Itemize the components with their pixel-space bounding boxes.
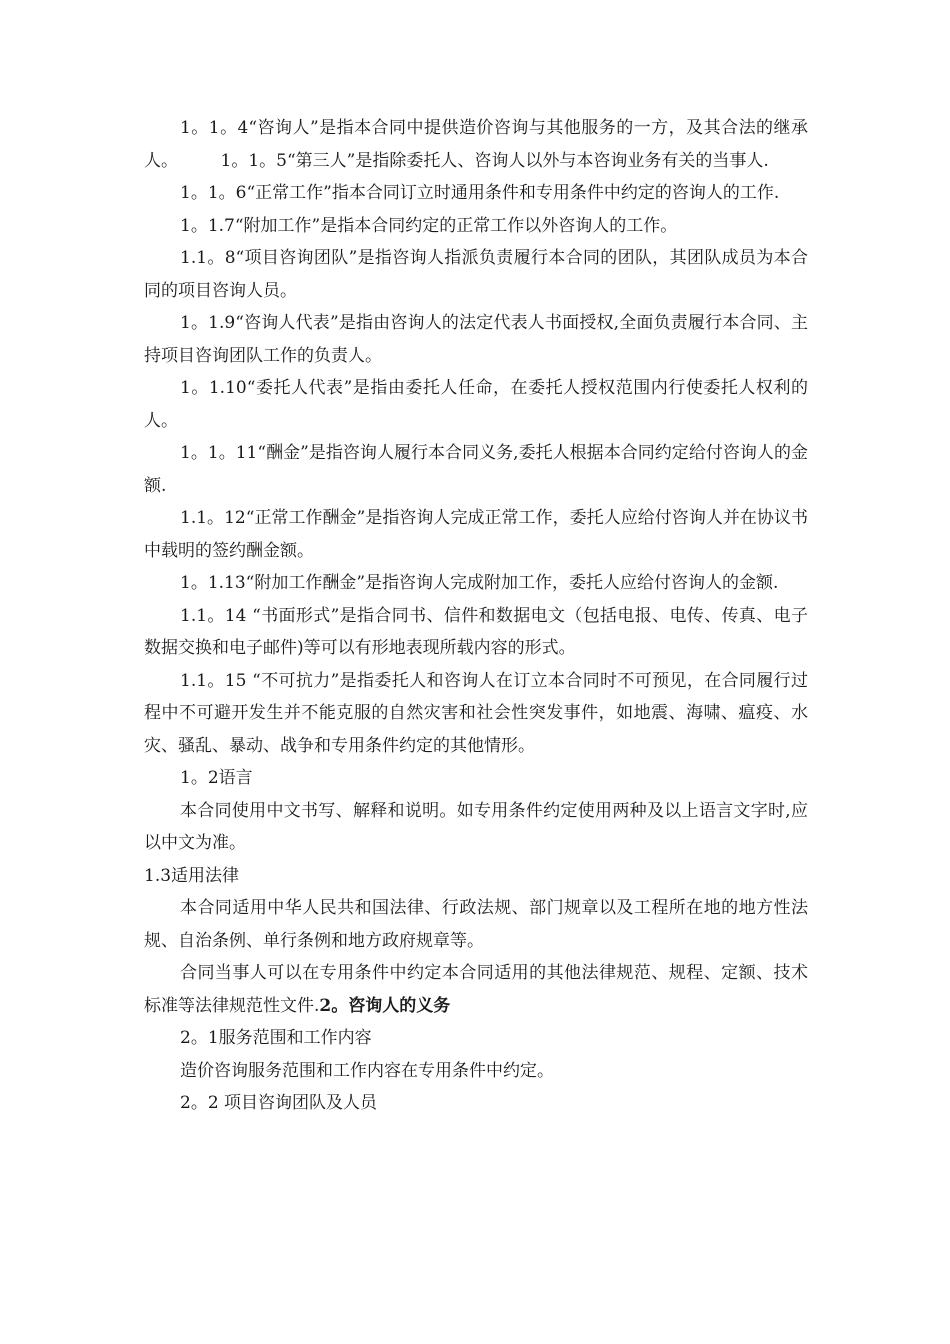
clause-1-2-body: 本合同使用中文书写、解释和说明。如专用条件约定使用两种及以上语言文字时,应以中文为准。 — [144, 800, 808, 853]
section-heading-1-2: 1。2语言 — [180, 768, 253, 788]
clause-1-3-body-2 — [144, 957, 808, 1022]
document-body — [144, 112, 808, 1120]
clause-1-1-12: 1.1。12“正常工作酬金”是指咨询人完成正常工作，委托人应给付咨询人并在协议书中载明的签约酬金额。 — [144, 508, 808, 561]
clause-1-1-4: 1。1。4“咨询人”是指本合同中提供造价咨询与其他服务的一方，及其合法的继承人。 1。1。5“第三人”是指除委托人、咨询人以外与本咨询业务有关的当事人. — [144, 118, 808, 171]
clause-1-1-15: 1.1。15 “不可抗力”是指委托人和咨询人在订立本合同时不可预见，在合同履行过程中不可避开发生并不能克服的自然灾害和社会性突发事件，如地震、海啸、瘟疫、水灾、骚乱、暴动、战争和专用条件约定的其他情形。 — [144, 670, 808, 756]
clause-1-1-11: 1。1。11“酬金”是指咨询人履行本合同义务,委托人根据本合同约定给付咨询人的金额. — [144, 443, 808, 496]
clause-1-1-7: 1。1.7“附加工作”是指本合同约定的正常工作以外咨询人的工作。 — [180, 215, 678, 236]
clause-1-3-body-2-text: 合同当事人可以在专用条件中约定本合同适用的其他法律规范、规程、定额、技术标准等法律规范性文件. — [144, 963, 808, 1016]
clause-1-1-13: 1。1.13“附加工作酬金”是指咨询人完成附加工作，委托人应给付咨询人的金额. — [180, 573, 779, 593]
section-heading-2-1: 2。1服务范围和工作内容 — [180, 1028, 372, 1048]
section-heading-1-3: 1.3适用法律 — [144, 865, 240, 886]
clause-1-1-6: 1。1。6“正常工作”指本合同订立时通用条件和专用条件中约定的咨询人的工作. — [180, 183, 780, 203]
clause-1-1-8: 1.1。8“项目咨询团队”是指咨询人指派负责履行本合同的团队，其团队成员为本合同的项目咨询人员。 — [144, 248, 808, 301]
section-heading-2-2: 2。2 项目咨询团队及人员 — [180, 1093, 378, 1113]
clause-1-3-body-1: 本合同适用中华人民共和国法律、行政法规、部门规章以及工程所在地的地方性法规、自治条例、单行条例和地方政府规章等。 — [144, 898, 808, 951]
clause-2-1-body: 造价咨询服务范围和工作内容在专用条件中约定。 — [180, 1060, 554, 1081]
clause-1-1-10: 1。1.10“委托人代表”是指由委托人任命，在委托人授权范围内行使委托人权利的人。 — [144, 378, 808, 431]
section-heading-2: 2。咨询人的义务 — [319, 995, 451, 1016]
clause-1-1-14: 1.1。14 “书面形式”是指合同书、信件和数据电文（包括电报、电传、传真、电子数据交换和电子邮件)等可以有形地表现所载内容的形式。 — [144, 605, 808, 658]
clause-1-1-9: 1。1.9“咨询人代表”是指由咨询人的法定代表人书面授权,全面负责履行本合同、主持项目咨询团队工作的负责人。 — [144, 313, 808, 366]
